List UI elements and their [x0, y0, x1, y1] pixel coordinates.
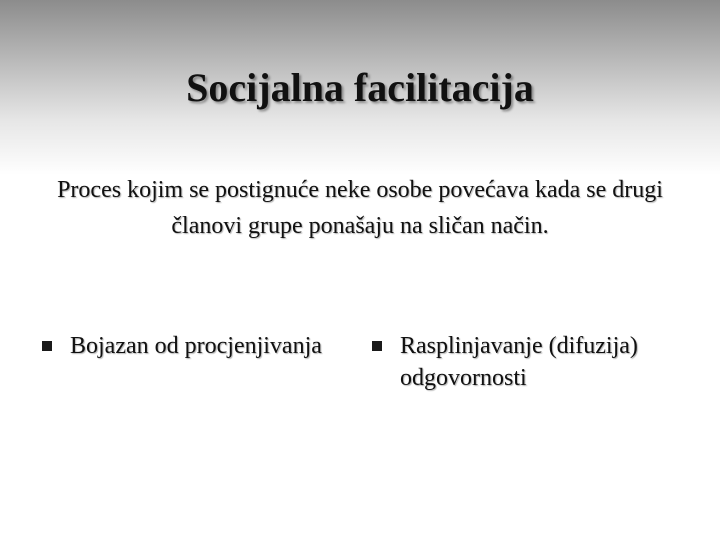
bullet-text-2: Rasplinjavanje (difuzija) odgovornosti: [400, 333, 638, 391]
square-bullet-icon: [372, 341, 382, 351]
slide-title: Socijalna facilitacija: [186, 65, 534, 110]
bullet-text-1: Bojazan od procjenjivanja: [70, 333, 322, 359]
definition-text: Proces kojim se postignuće neke osobe povećava kada se drugi članovi grupe ponašaju na sličan način.: [57, 177, 663, 239]
square-bullet-icon: [42, 341, 52, 351]
